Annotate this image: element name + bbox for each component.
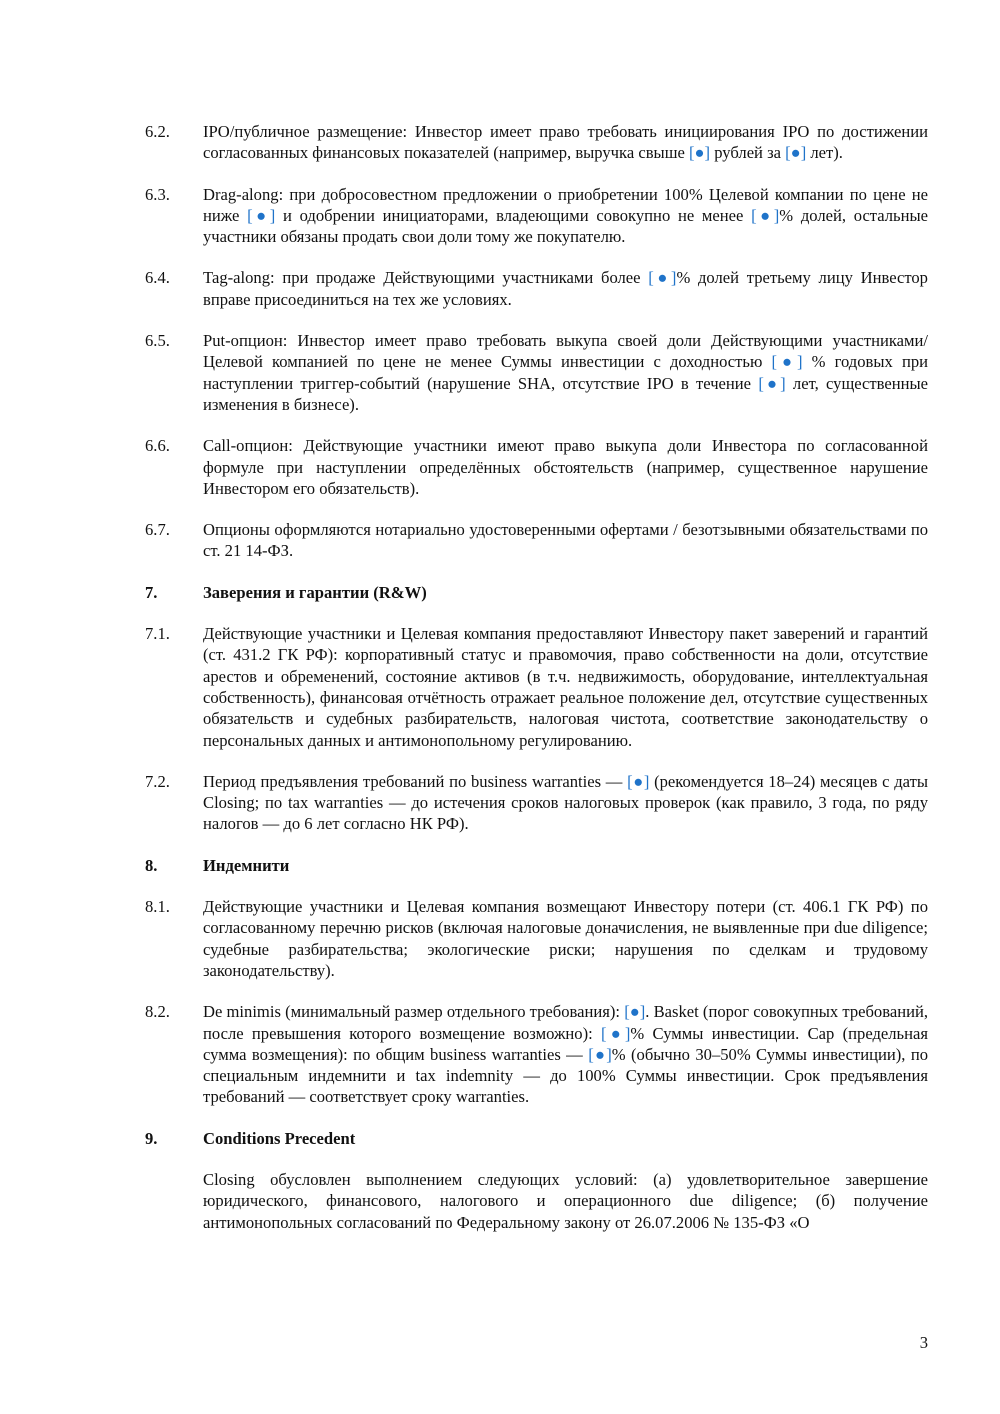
clause-item xyxy=(145,435,928,499)
placeholder-marker: [●] xyxy=(588,1044,612,1064)
text-segment: Closing обусловлен выполнением следующих условий: (а) удовлетворительное завершение юридического, финансового, налогового и операционного due diligence; (б) получение антимонопольных согласований по Федеральному закону от 26.07.2006 № 135-ФЗ «О xyxy=(203,1169,928,1232)
clause-text xyxy=(203,121,928,164)
document-body xyxy=(145,121,928,1253)
text-segment: . Basket (порог совокупных требований, после превышения которого возмещение возможно): xyxy=(203,1002,928,1043)
placeholder-marker: [●] xyxy=(648,268,677,288)
text-segment: Put-опцион: Инвестор имеет право требовать выкупа своей доли Действующими участниками/Целевой компанией по цене не менее Суммы инвестиции с доходностью xyxy=(203,331,928,372)
text-segment: лет). xyxy=(806,143,843,163)
clause-item xyxy=(145,1169,928,1233)
clause-item xyxy=(145,623,928,751)
heading-text xyxy=(203,582,928,603)
text-segment: % Суммы инвестиции. Cap (предельная сумма возмещения): по общим business warranties — xyxy=(203,1023,928,1064)
heading-text xyxy=(203,855,928,876)
text-segment: % долей, остальные участники обязаны продать свои доли тому же покупателю. xyxy=(203,205,929,247)
text-segment: Conditions Precedent xyxy=(203,1128,356,1148)
text-segment: Действующие участники и Целевая компания предоставляют Инвестору пакет заверений и гарантий (ст. 431.2 ГК РФ): корпоративный статус и правомочия, право собственности на доли, отсутствие арестов и обременений, состояние активов (в т.ч. недвижимость, оборудование, интеллектуальная собственность), финансовая отчётность отражает реальное положение дел, отсутствие существенных обязательств и судебных разбирательств, налоговая чистота, соответствие законодательству о персональных данных и антимонопольному регулированию. xyxy=(203,624,928,750)
clause-text xyxy=(203,267,928,310)
clause-item xyxy=(145,896,928,981)
clause-number: 8.1. xyxy=(145,897,170,917)
placeholder-marker: [●] xyxy=(601,1023,631,1043)
placeholder-marker: [●] xyxy=(751,205,780,225)
section-heading xyxy=(145,1128,928,1149)
section-heading xyxy=(145,855,928,876)
text-segment: Опционы оформляются нотариально удостоверенными офертами / безотзывными обязательствами по ст. 21 14-ФЗ. xyxy=(203,520,928,561)
text-segment: De minimis (минимальный размер отдельного требования): xyxy=(203,1002,625,1022)
text-segment: Call-опцион: Действующие участники имеют право выкупа доли Инвестора по согласованной формуле при наступлении определённых обстоятельств (например, существенное нарушение Инвестором его обязательств). xyxy=(203,436,928,498)
clause-item xyxy=(145,519,928,562)
clause-number: 8. xyxy=(145,855,158,875)
clause-text xyxy=(203,771,928,835)
clause-text xyxy=(203,623,928,751)
text-segment: % (обычно 30–50% Суммы инвестиции), по специальным индемнити и tax indemnity — до 100% Суммы инвестиции. Срок предъявления требований — соответствует сроку warranties. xyxy=(203,1044,929,1107)
clause-number: 7.1. xyxy=(145,624,170,644)
clause-number: 9. xyxy=(145,1128,158,1148)
clause-number: 6.5. xyxy=(145,331,170,351)
placeholder-marker: [●] xyxy=(771,352,803,372)
clause-number: 6.7. xyxy=(145,520,170,540)
clause-text xyxy=(203,1001,928,1107)
text-segment: Индемнити xyxy=(203,855,290,875)
placeholder-marker: [●] xyxy=(624,1002,646,1022)
text-segment: (рекомендуется 18–24) месяцев с даты Closing; по tax warranties — до истечения сроков налоговых проверок (как правило, 3 года, по ряду налогов — до 6 лет согласно НК РФ). xyxy=(203,771,929,834)
clause-number: 7.2. xyxy=(145,771,170,791)
placeholder-marker: [●] xyxy=(785,143,807,163)
page-number: 3 xyxy=(919,1333,928,1352)
text-segment: Период предъявления требований по business warranties — xyxy=(203,771,628,791)
clause-text xyxy=(203,1169,928,1233)
clause-item xyxy=(145,771,928,835)
clause-text xyxy=(203,435,928,499)
clause-number: 6.2. xyxy=(145,122,170,141)
text-segment: рублей за xyxy=(710,143,786,163)
text-segment: лет, существенные изменения в бизнесе). xyxy=(203,373,929,414)
clause-text xyxy=(203,330,928,415)
placeholder-marker: [●] xyxy=(627,771,650,791)
clause-number: 6.4. xyxy=(145,268,170,288)
text-segment: % годовых при наступлении триггер-событий (нарушение SHA, отсутствие IPO в течение xyxy=(203,352,928,393)
clause-item xyxy=(145,267,928,310)
placeholder-marker: [●] xyxy=(758,373,786,393)
section-heading xyxy=(145,582,928,603)
text-segment: и одобрении инициаторами, владеющими совокупно не менее xyxy=(275,205,752,225)
text-segment: IPO/публичное размещение: Инвестор имеет право требовать инициирования IPO по достижении согласованных финансовых показателей (например, выручка свыше xyxy=(203,122,928,163)
clause-text xyxy=(203,896,928,981)
clause-number: 8.2. xyxy=(145,1002,170,1022)
clause-text xyxy=(203,184,928,248)
heading-text xyxy=(203,1128,928,1149)
clause-text xyxy=(203,519,928,562)
clause-item xyxy=(145,330,928,415)
text-segment: Tag-along: при продаже Действующими участниками более xyxy=(203,268,649,288)
placeholder-marker: [●] xyxy=(689,143,711,163)
clause-number: 7. xyxy=(145,582,158,602)
text-segment: % долей третьему лицу Инвестор вправе присоединиться на тех же условиях. xyxy=(203,268,928,309)
clause-item xyxy=(145,1001,928,1107)
clause-number xyxy=(145,1169,203,1233)
text-segment: Drag-along: при добросовестном предложении о приобретении 100% Целевой компании по цене не ниже xyxy=(203,184,928,225)
placeholder-marker: [●] xyxy=(247,205,276,225)
clause-item xyxy=(145,121,928,164)
text-segment: Заверения и гарантии (R&W) xyxy=(203,582,427,602)
clause-number: 6.3. xyxy=(145,184,170,204)
clause-number: 6.6. xyxy=(145,436,170,456)
text-segment: Действующие участники и Целевая компания возмещают Инвестору потери (ст. 406.1 ГК РФ) по согласованному перечню рисков (включая налоговые доначисления, не выявленные при due diligence; судебные разбирательства; экологические риски; нарушения по сделкам и трудовому законодательству). xyxy=(203,897,928,980)
clause-item xyxy=(145,184,928,248)
